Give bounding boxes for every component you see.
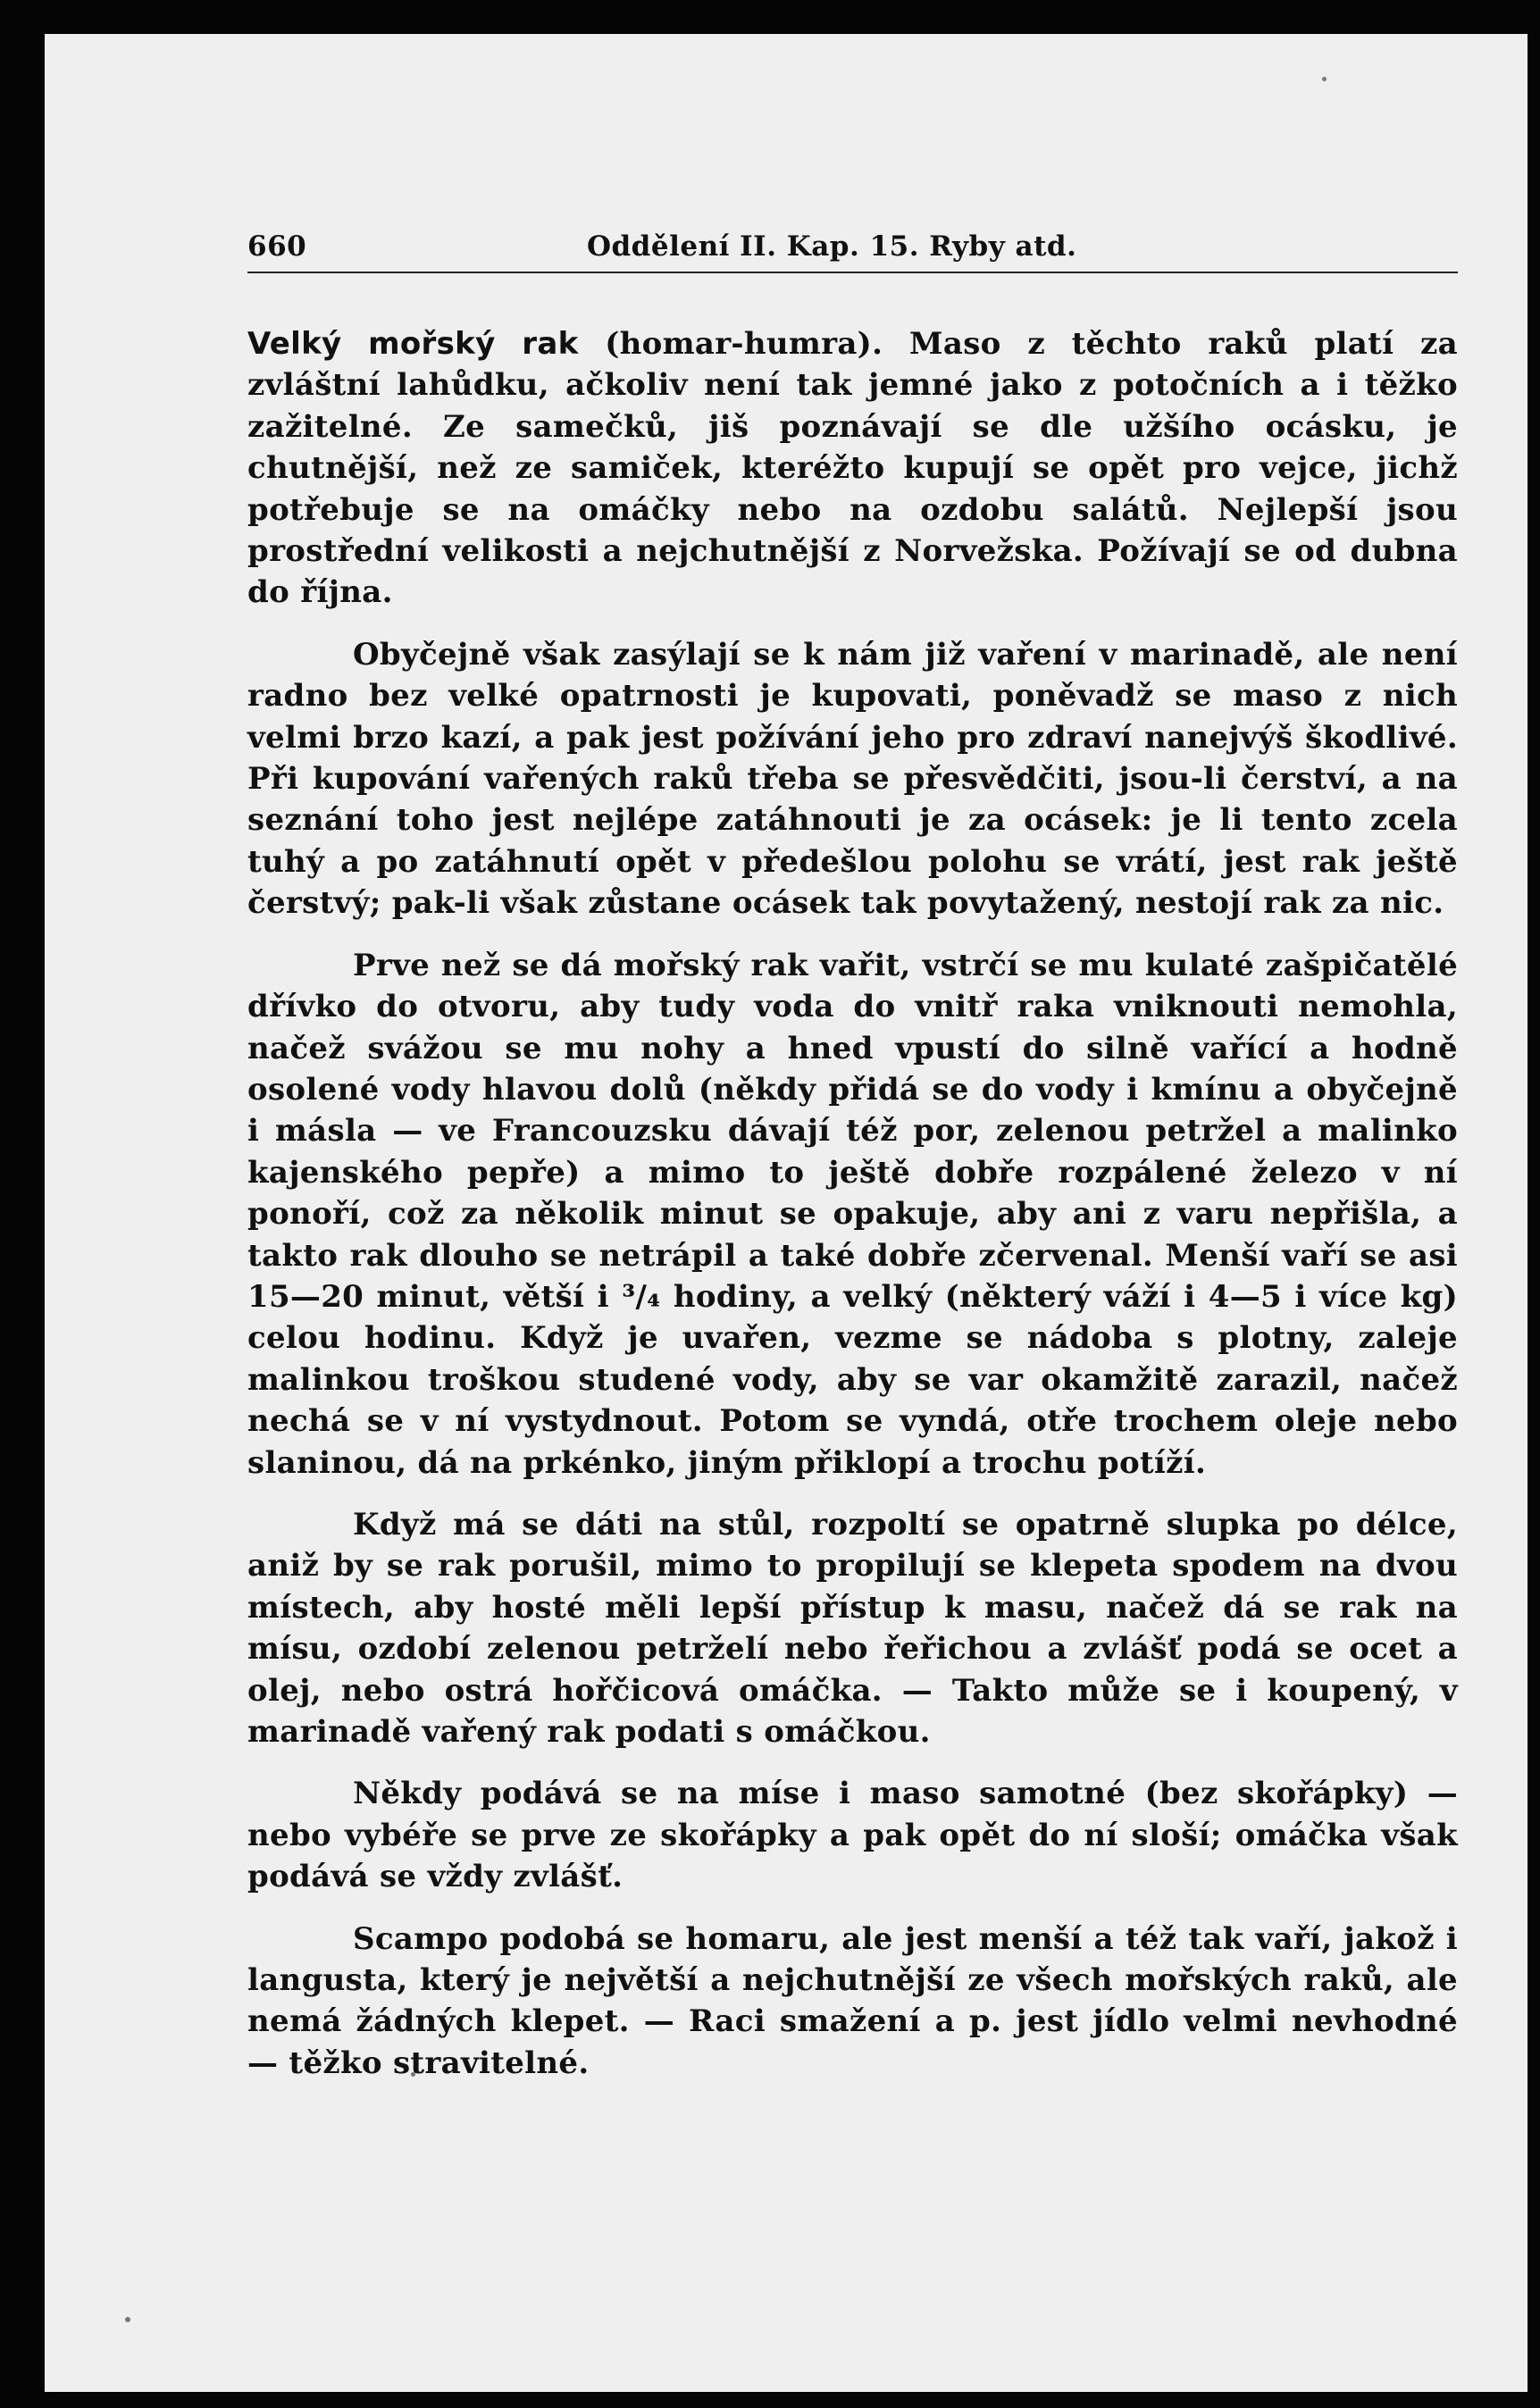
term-velky-morsky-rak: Velký mořský rak: [247, 326, 579, 362]
paragraph-homar: [247, 323, 1458, 614]
paragraph-cooking: Prve než se dá mořský rak vařit, vstrčí se mu kulaté zašpičatělé dřívko do otvoru, aby tudy voda do vnitř raka vniknouti nemohla, načež svážou se mu nohy a hned vpustí do silně vařící a hodně osolené vody hlavou dolů (někdy přidá se do vody i kmínu a obyčejně i másla — ve Francouzsku dávají též por, zelenou petržel a malinko kajenského pepře) a mimo to ještě dobře rozpálené železo v ní ponoří, což za několik minut se opakuje, aby ani z varu nepřišla, a takto rak dlouho se netrápil a také dobře zčervenal. Menší vaří se asi 15—20 minut, větší i ³/₄ hodiny, a velký (některý váží i 4—5 i více kg) celou hodinu. Když je uvařen, vezme se nádoba s plotny, zaleje malinkou troškou studené vody, aby se var okamžitě zarazil, načež nechá se v ní vystydnout. Potom se vyndá, otře trochem oleje nebo slaninou, dá na prkénko, jiným přiklopí a trochu potíží.: [247, 947, 1458, 1481]
book-page: [45, 34, 1527, 2392]
paragraph-serving: Když má se dáti na stůl, rozpoltí se opatrně slupka po délce, aniž by se rak porušil, mimo to propilují se klepeta spodem na dvou místech, aby hosté měli lepší přístup k masu, načež dá se rak na mísu, ozdobí zelenou petrželí nebo řeřichou a zvlášť podá se ocet a olej, nebo ostrá hořčicová omáčka. — Takto může se i koupený, v marinadě vařený rak podati s omáčkou.: [247, 1506, 1458, 1750]
paragraph-marinade: Obyčejně však zasýlají se k nám již vaření v marinadě, ale není radno bez velké opatrnosti je kupovati, poněvadž se maso z nich velmi brzo kazí, a pak jest požívání jeho pro zdraví nanejvýš škodlivé. Při kupování vařených raků třeba se přesvědčiti, jsou-li čerství, a na seznání toho jest nejlépe zatáhnouti je za ocásek: je li tento zcela tuhý a po zatáhnutí opět v předešlou polohu se vrátí, jest rak ještě čerstvý; pak-li však zůstane ocásek tak povytažený, nestojí rak za nic.: [247, 636, 1458, 922]
running-head: Oddělení II. Kap. 15. Ryby atd.: [587, 230, 1077, 263]
term-scampo: Scampo: [353, 1920, 489, 1957]
page-header: [247, 222, 1458, 273]
paragraph-scampo-text-1: podobá se homaru, ale jest menší a též tak vaří, jakož i: [488, 1920, 1458, 1957]
page-content: [247, 222, 1458, 2084]
paragraph-scampo: [247, 1919, 1458, 2085]
paper-speck: [1322, 77, 1327, 81]
paragraph-meat-only: Někdy podává se na míse i maso samotné (bez skořápky) — nebo vybéře se prve ze skořápky a pak opět do ní sloší; omáčka však podává se vždy zvlášť.: [247, 1776, 1458, 1895]
paragraph-scampo-text-2: , který je největší a nejchutnější ze všech mořských raků, ale nemá žádných klepet. — Raci smažení a p. jest jídlo velmi nevhodné — těžko stravitelné.: [247, 1962, 1458, 2081]
term-langusta: langusta: [247, 1962, 398, 1999]
paragraph-homar-text: (homar-humra). Maso z těchto raků platí za zvláštní lahůdku, ačkoliv není tak jemné jako z potočních a i těžko zažitelné. Ze samečků, jiš poznávají se dle užšího ocásku, je chutnější, než ze samiček, kteréžto kupují se opět pro vejce, jichž potřebuje se na omáčky nebo na ozdobu salátů. Nejlepší jsou prostřední velikosti a nejchutnější z Norvežska. Požívají se od dubna do října.: [247, 326, 1458, 611]
page-number: 660: [247, 230, 307, 263]
paper-speck: [125, 2317, 130, 2322]
